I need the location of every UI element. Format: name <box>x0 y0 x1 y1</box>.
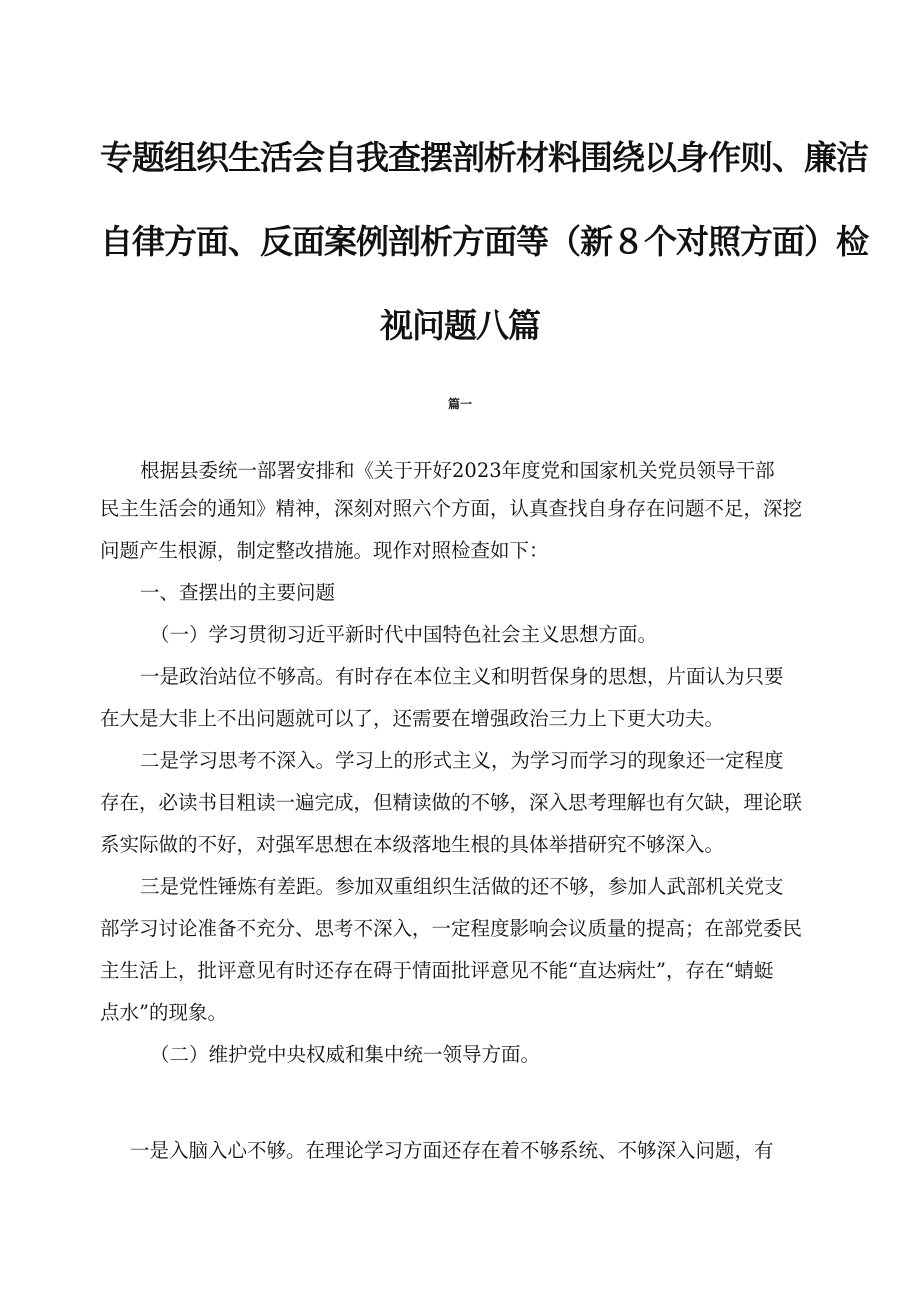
subsection-heading: （二）维护党中央权威和集中统一领导方面。 <box>150 1043 541 1066</box>
paragraph-line: 点水”的现象。 <box>100 1001 227 1024</box>
paragraph-line: 二是学习思考不深入。学习上的形式主义，为学习而学习的现象还一定程度 <box>140 749 784 772</box>
paragraph-line: 系实际做的不好，对强军思想在本级落地生根的具体举措研究不够深入。 <box>100 833 725 856</box>
paragraph-line: 一是政治站位不够高。有时存在本位主义和明哲保身的思想，片面认为只要 <box>140 665 784 688</box>
paragraph-line: 民主生活会的通知》精神，深刻对照六个方面，认真查找自身存在问题不足，深挖 <box>100 497 803 520</box>
paragraph-line: 问题产生根源，制定整改措施。现作对照检查如下： <box>100 539 549 562</box>
paragraph-line: 一是入脑入心不够。在理论学习方面还存在着不够系统、不够深入问题，有 <box>130 1139 774 1162</box>
paragraph-line: 在大是大非上不出问题就可以了，还需要在增强政治三力上下更大功夫。 <box>100 707 725 730</box>
section-label: 篇一 <box>447 397 472 411</box>
document-title-line-3: 视问题八篇 <box>380 306 540 345</box>
paragraph-line: 三是党性锤炼有差距。参加双重组织生活做的还不够，参加人武部机关党支 <box>140 875 784 898</box>
paragraph-line: 主生活上，批评意见有时还存在碍于情面批评意见不能“直达病灶”，存在“蜻蜓 <box>100 959 774 982</box>
paragraph-line: 存在，必读书目粗读一遍完成，但精读做的不够，深入思考理解也有欠缺，理论联 <box>100 791 803 814</box>
paragraph-line: 根据县委统一部署安排和《关于开好2023年度党和国家机关党员领导干部 <box>140 459 775 482</box>
document-title-line-1: 专题组织生活会自我查摆剖析材料围绕以身作则、廉洁 <box>100 138 868 177</box>
paragraph-line: 部学习讨论准备不充分、思考不深入，一定程度影响会议质量的提高；在部党委民 <box>100 917 803 940</box>
section-heading: 一、查摆出的主要问题 <box>140 581 336 604</box>
subsection-heading: （一）学习贯彻习近平新时代中国特色社会主义思想方面。 <box>150 623 658 646</box>
document-title-line-2: 自律方面、反面案例剖析方面等（新８个对照方面）检 <box>100 222 868 261</box>
